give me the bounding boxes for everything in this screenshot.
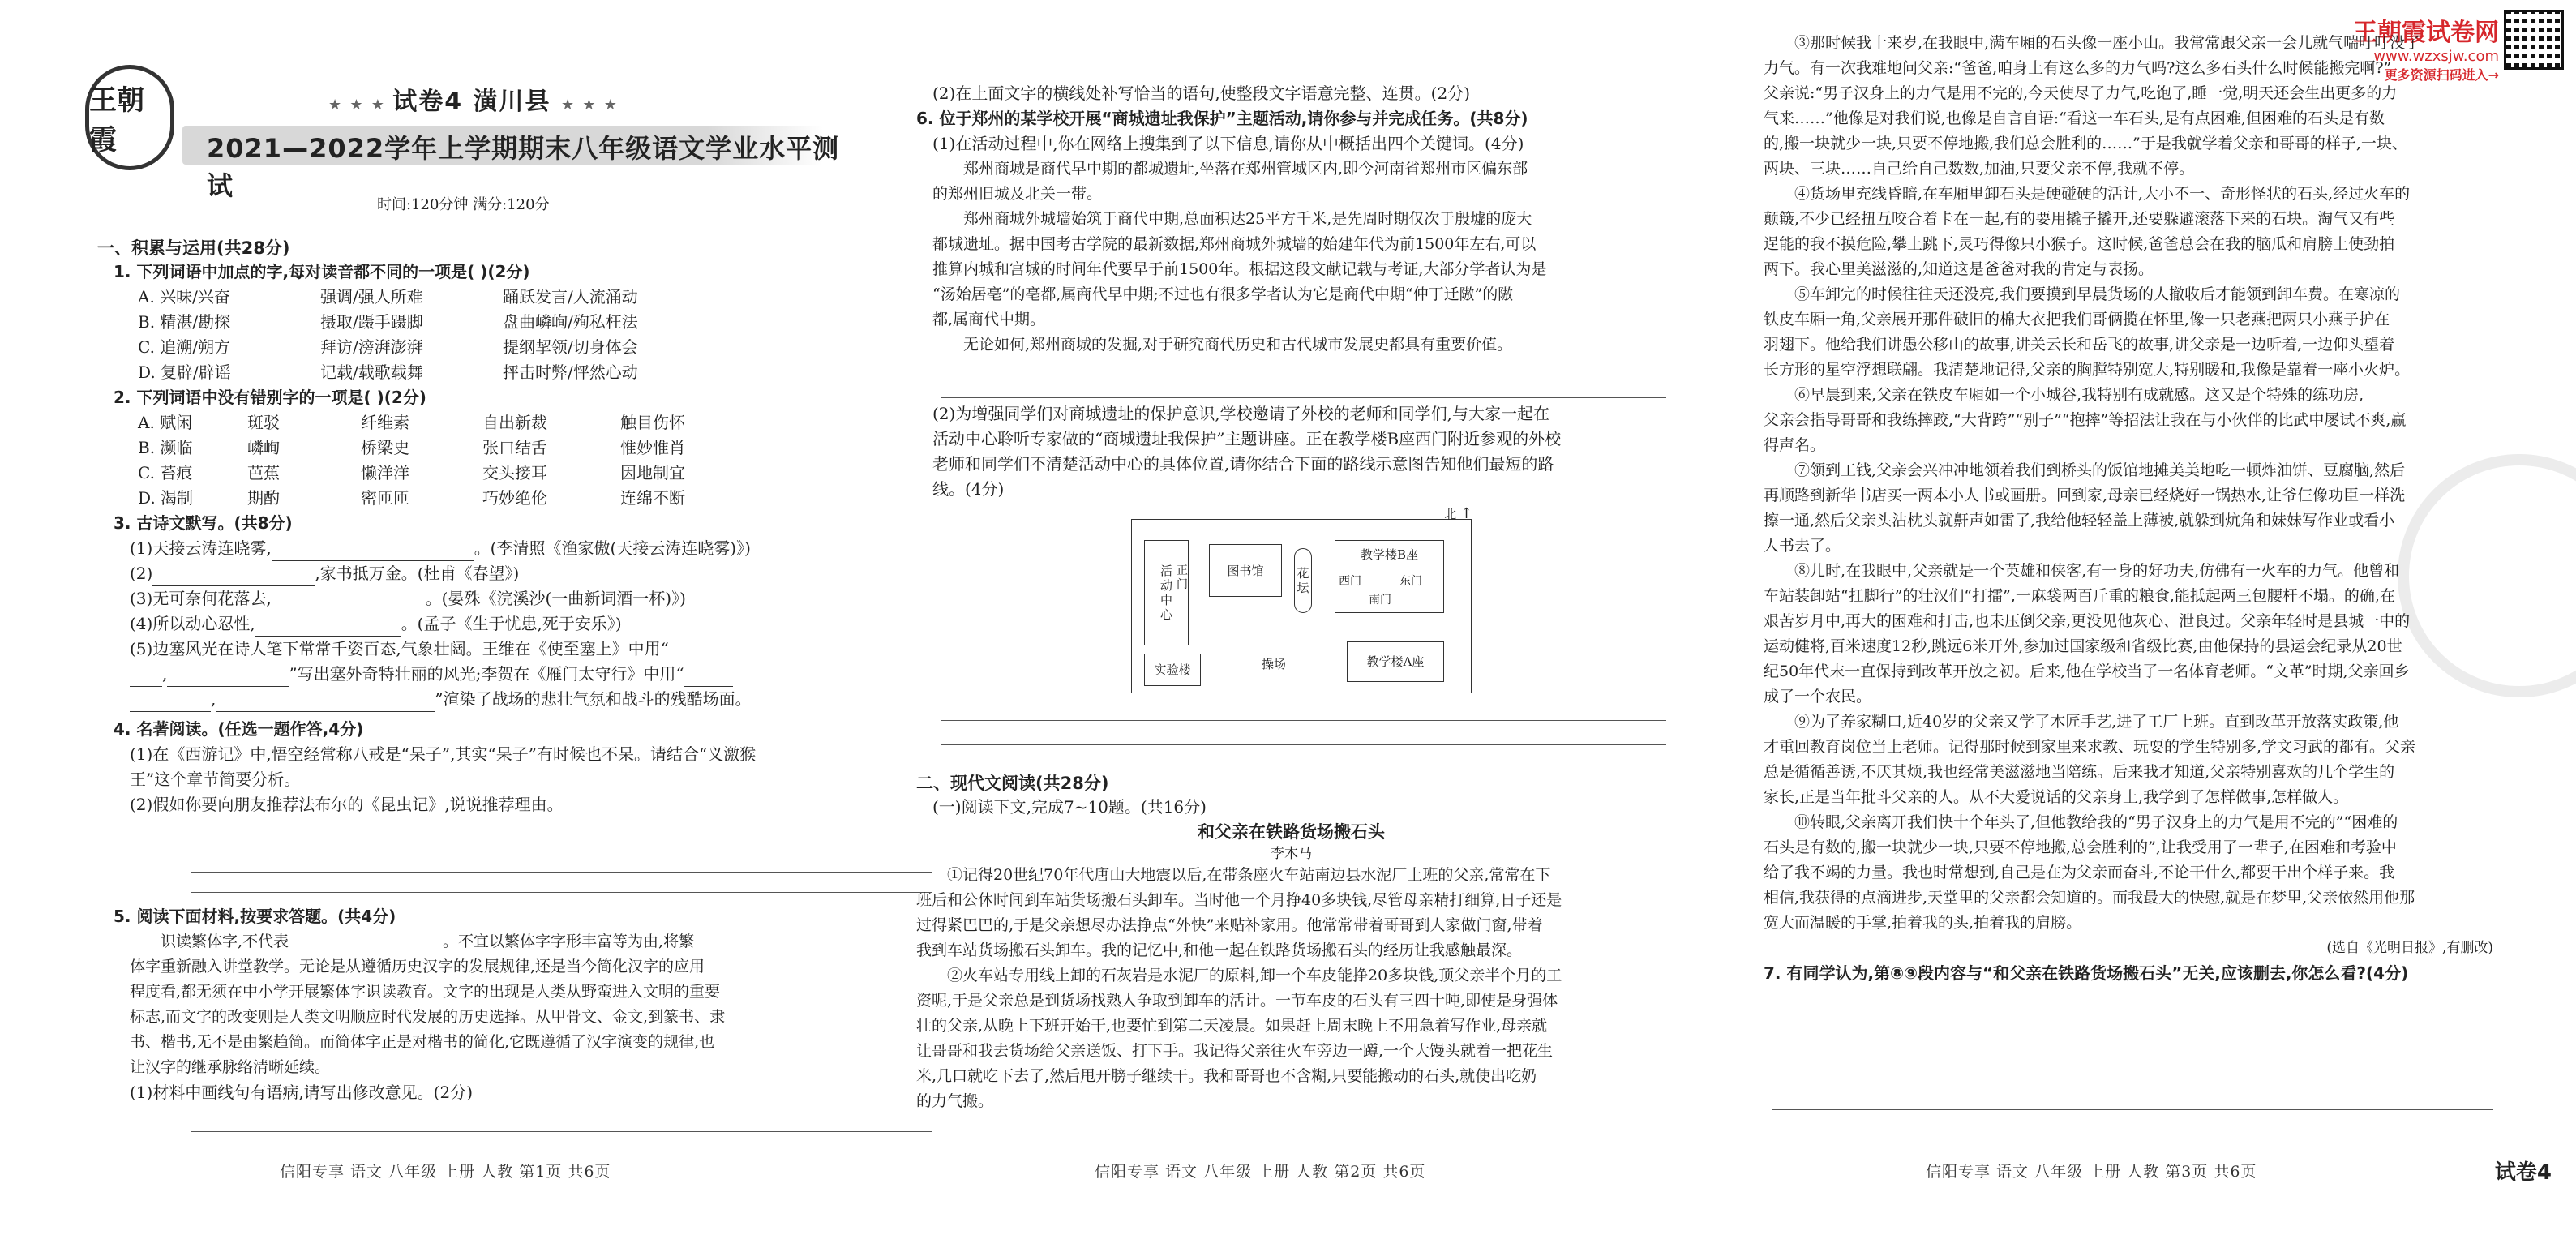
q6-answer-line-3[interactable]: [941, 744, 1666, 745]
text-line: 郑州商城是商代早中期的都城遗址,坐落在郑州管城区内,即今河南省郑州市区偏东部: [963, 160, 1528, 178]
q5-block: [97, 904, 851, 1105]
q3-line-2: [97, 561, 851, 586]
q3-line-4-text: (4)所以动心忍性,: [130, 614, 255, 633]
q1-option-cell: 拜访/滂湃澎湃: [320, 337, 423, 357]
footer-page-3: 信阳专享 语文 八年级 上册 人教 第3页 共6页: [1926, 1163, 2257, 1181]
q2-option-cell: 期酌: [247, 488, 280, 508]
article-paragraph-3: [1764, 31, 2493, 182]
q2-option-row[interactable]: [97, 486, 851, 511]
q2-option-row[interactable]: [97, 435, 851, 461]
article-continued: [1764, 31, 2493, 986]
q2-option-row[interactable]: [97, 461, 851, 486]
text-line: 都,属商代中期。: [932, 311, 1046, 328]
q3-source-4: 。(孟子《生于忧患,死于安乐》): [401, 614, 622, 633]
text-line: 才重回教育岗位当上老师。记得那时候到家里来求教、玩耍的学生特别多,学文习武的都有。父亲: [1764, 738, 2416, 756]
q6-sub-2-line-2: 活动中心聆听专家做的“商城遗址我保护”主题讲座。正在教学楼B座西门附近参观的外校: [932, 429, 1562, 448]
q2-option-row[interactable]: [97, 410, 851, 435]
section-1: [97, 235, 851, 817]
q1-options: [97, 285, 851, 385]
q1-option-row[interactable]: [97, 360, 851, 385]
text-line: 郑州商城外城墙始筑于商代中期,总面积达25平方千米,是先周时期仅次于殷墟的庞大: [963, 210, 1532, 228]
text-line: 羽翅下。他给我们讲愚公移山的故事,讲关云长和岳飞的故事,讲父亲是一边听着,一边仰头望着: [1764, 336, 2395, 354]
q4-line-3: (2)假如你要向朋友推荐法布尔的《昆虫记》,说说推荐理由。: [130, 795, 564, 814]
text-line: 无论如何,郑州商城的发掘,对于研究商代历史和古代城市发展史都具有重要价值。: [963, 336, 1513, 354]
stars-right-icon: ★ ★ ★: [561, 96, 619, 114]
text-line: 再顺路到新华书店买一两本小人书或画册。回到家,母亲已经烧好一锅热水,让爷仨像功臣一样洗: [1764, 487, 2406, 504]
text-line: 的,搬一块就少一块,只要不停地搬,我们总会胜利的……”于是我就学着父亲和哥哥的样子,一块、: [1764, 135, 2407, 152]
text-line: 我到车站货场搬石头卸车。我的记忆中,和他一起在铁路货场搬石头的经历让我感触最深。: [916, 941, 1523, 959]
article-paragraph-9: [1764, 710, 2493, 810]
paper-tag-text: 试卷4 潢川县: [392, 88, 551, 116]
q6-sub-1: (1)在活动过程中,你在网络上搜集到了以下信息,请你从中概括出四个关键词。(4分): [932, 134, 1524, 153]
exam-time: 时间:120分钟 满分:120分: [377, 196, 550, 213]
text-line: 班后和公休时间到车站货场搬石头卸车。当时他一个月挣40多块钱,尽管母亲精打细算,日子还是: [916, 891, 1562, 909]
q5-blank[interactable]: [289, 935, 443, 954]
q3-line-2-text: ,家书抵万金。(杜甫《春望》): [315, 564, 520, 583]
paper-tag: [328, 81, 619, 117]
brand-tagline: 更多资源扫码进入→: [2384, 67, 2499, 83]
q2-option-cell: 自出新裁: [482, 413, 547, 432]
map-north-label: [1444, 505, 1472, 522]
text-line: 家长,正是当年批斗父亲的人。从不大爱说话的父亲身上,我学到了怎样做事,怎样做人。: [1764, 788, 2349, 806]
q2-options: [97, 410, 851, 511]
q3-blank-2[interactable]: [152, 567, 315, 586]
text-line: 米,几口就吃下去了,然后甩开膀子继续干。我和哥哥也不含糊,只要能搬动的石头,就使出吃奶: [916, 1067, 1537, 1085]
text-line: 成了一个农民。: [1764, 688, 1872, 705]
q3-line-6: , ”写出塞外奇特壮丽的风光;李贺在《雁门太守行》中用“: [97, 662, 851, 687]
q2-option-cell: 因地制宜: [620, 463, 685, 482]
exam-title: 2021—2022学年上学期期末八年级语文学业水平测试: [207, 133, 840, 201]
q1-option-row[interactable]: [97, 285, 851, 310]
garden: 花坛: [1294, 548, 1312, 613]
article-source: (选自《光明日报》,有删改): [2326, 940, 2493, 956]
text-line: 父亲会指导哥哥和我练摔跤,“大背跨”“别子”“抱摔”等招法让我在与小伙伴的比武中屡试不爽,赢: [1764, 411, 2407, 429]
q6-part-2: [932, 401, 1666, 502]
page-1: [85, 0, 851, 1235]
q1-option-row[interactable]: [97, 310, 851, 335]
q2-option-cell: 连绵不断: [620, 488, 685, 508]
q2-option-cell: 交头接耳: [482, 463, 547, 482]
q2-option-cell: 触目伤怀: [620, 413, 685, 432]
q1-option-cell: D. 复辟/辟谣: [138, 362, 231, 382]
q3-blank-7[interactable]: [684, 667, 733, 687]
article-paragraph-8: [1764, 559, 2493, 710]
q4-answer-line-1[interactable]: [191, 872, 932, 873]
building-a: 教学楼A座: [1347, 641, 1444, 682]
logo-badge: [85, 65, 174, 170]
q5-answer-line[interactable]: [191, 1131, 932, 1132]
text-line: 运动健将,百米速度12秒,跳远6米开外,参加过国家级和省级比赛,由他保持的县运会纪录从20世: [1764, 637, 2402, 655]
article-paragraph-1: [916, 863, 1666, 963]
text-line: 过得紧巴巴的,于是父亲想尽办法挣点“外快”来贴补家用。他常常带着哥哥到人家做门窗,带着: [916, 916, 1543, 934]
q3-blank-3[interactable]: [272, 592, 426, 611]
article-title: 和父亲在铁路货场搬石头: [1198, 822, 1385, 842]
building-b-south-gate: 南门: [1369, 594, 1391, 607]
text-line: 逞能的我不摸危险,攀上跳下,灵巧得像只小猴子。这时候,爸爸总会在我的脑瓜和肩膀上使劲拍: [1764, 235, 2395, 253]
text-line: 力气。有一次我难地问父亲:“爸爸,咱身上有这么多的力气吗?这么多石头什么时候能搬完啊?”: [1764, 59, 2392, 77]
text-line: 让哥哥和我去货场给父亲送饭、打下手。我记得父亲往火车旁边一蹲,一个大馒头就着一把花生: [916, 1042, 1554, 1060]
q2-option-cell: 惟妙惟肖: [620, 438, 685, 457]
q3-blank-6[interactable]: [167, 667, 289, 687]
lab-building: 实验楼: [1144, 654, 1201, 686]
q5-text-line-3: 程度看,都无须在中小学开展繁体字识读教育。文字的出现是人类从野蛮进入文明的重要: [130, 983, 721, 1001]
q2-option-cell: 懒洋洋: [361, 463, 409, 482]
activity-gate-label: 正门: [1177, 564, 1188, 591]
q5-text-line-2: 体字重新融入讲堂教学。无论是从遵循历史汉字的发展规律,还是当今简化汉字的应用: [130, 958, 705, 976]
text-line: ⑨为了养家糊口,近40岁的父亲又学了木匠手艺,进了工厂上班。直到改革开放落实政策,他: [1794, 713, 2399, 731]
q6-sub-2-line-4: 线。(4分): [932, 479, 1005, 499]
brand-name: 王朝霞试卷网: [2353, 19, 2499, 47]
text-line: 颠簸,不少已经扭互咬合着卡在一起,有的要用撬子撬开,还要躲避滚落下来的石块。淘气又有些: [1764, 210, 2395, 228]
q1-option-cell: A. 兴味/兴奋: [138, 287, 230, 307]
text-line: 纪50年代末一直保持到改革开放之初。后来,他在学校当了一名体育老师。“文革”时期,父亲回乡: [1764, 663, 2410, 680]
text-line: 父亲说:“男子汉身上的力气是用不完的,今天使尽了力气,吃饱了,睡一觉,明天还会生出更多的力: [1764, 84, 2398, 102]
q1-option-cell: 提纲挈领/切身体会: [503, 337, 638, 357]
text-line: 宽大而温暖的手掌,拍着我的头,拍着我的肩膀。: [1764, 914, 2082, 932]
footer-page-2: 信阳专享 语文 八年级 上册 人教 第2页 共6页: [1095, 1163, 1426, 1181]
q3-line-7-text: ”渲染了战场的悲壮气氛和战斗的残酷场面。: [435, 689, 752, 709]
col2-top: [916, 81, 1666, 358]
q1-option-cell: 摄取/蹑手蹑脚: [320, 312, 423, 332]
q3-blank-1[interactable]: [272, 542, 474, 561]
building-b-east-gate: 东门: [1399, 575, 1422, 588]
q3-source-3: 。(晏殊《浣溪沙(一曲新词酒一杯)》): [425, 589, 686, 608]
text-line: 得声名。: [1764, 436, 1826, 454]
q3-line-5: (5)边塞风光在诗人笔下常常千姿百态,气象壮阔。王维在《使至塞上》中用“: [130, 639, 669, 658]
q3-blank-5[interactable]: [130, 667, 162, 687]
text-line: ⑦领到工钱,父亲会兴冲冲地领着我们到桥头的饭馆地摊美美地吃一顿炸油饼、豆腐脑,然后: [1794, 461, 2406, 479]
text-line: 壮的父亲,从晚上下班开始干,也要忙到第二天凌晨。如果赶上周末晚上不用急着写作业,母亲就: [916, 1017, 1548, 1035]
q5-stem: 5. 阅读下面材料,按要求答题。(共4分): [114, 907, 396, 926]
text-line: 给了我不竭的力量。我也时常想到,自己是在为父亲而奋斗,不论干什么,都要干出个样子来。我: [1764, 864, 2395, 881]
q2-option-cell: 张口结舌: [482, 438, 547, 457]
q6-material: [916, 157, 1666, 358]
activity-center: [1144, 540, 1189, 645]
text-line: ⑤车卸完的时候往往天还没亮,我们要摸到早晨货场的人撤收后才能领到卸车费。在寒凉的: [1794, 285, 2401, 303]
q7-stem: 7. 有同学认为,第⑧⑨段内容与“和父亲在铁路货场搬石头”无关,应该删去,你怎么看?(4分): [1764, 963, 2409, 983]
q6-stem: 6. 位于郑州的某学校开展“商城遗址我保护”主题活动,请你参与并完成任务。(共8分): [916, 109, 1528, 128]
text-line: 两下。我心里美滋滋的,知道这是爸爸对我的肯定与表扬。: [1764, 260, 2154, 278]
q2-option-cell: 桥梁史: [361, 438, 409, 457]
q3-line-6-text: ”写出塞外奇特壮丽的风光;李贺在《雁门太守行》中用“: [289, 664, 684, 684]
text-line: ⑧儿时,在我眼中,父亲就是一个英雄和侠客,有一身的好功夫,仿佛有一火车的力气。他曾和: [1794, 562, 2400, 580]
library: 图书馆: [1209, 544, 1282, 597]
q5-sub-2: (2)在上面文字的横线处补写恰当的语句,使整段文字语意完整、连贯。(2分): [932, 84, 1471, 103]
q1-stem: 1. 下列词语中加点的字,每对读音都不同的一项是( )(2分): [114, 262, 530, 281]
q2-option-cell: 密匝匝: [361, 488, 409, 508]
building-b-label: 教学楼B座: [1360, 547, 1419, 562]
section-2: [916, 770, 1666, 1114]
qr-code-icon[interactable]: [2504, 10, 2564, 70]
q6-sub-2-line-3: 老师和同学们不清楚活动中心的具体位置,请你结合下面的路线示意图告知他们最短的路: [932, 454, 1554, 474]
north-text: 北: [1444, 507, 1457, 521]
q3-blank-9[interactable]: [216, 693, 435, 712]
q3-source-1: 。(李清照《渔家傲(天接云涛连晓雾)》): [474, 538, 751, 558]
q3-line-1: [97, 536, 851, 561]
sub-reading-1: (一)阅读下文,完成7~10题。(共16分): [932, 797, 1207, 817]
text-line: 长方形的星空浮想联翩。我清楚地记得,父亲的胸膛特别宽大,特别暖和,我像是靠着一座小火炉。: [1764, 361, 2411, 379]
q5-sub-1: (1)材料中画线句有语病,请写出修改意见。(2分): [130, 1083, 474, 1102]
article-paragraph-6: [1764, 383, 2493, 458]
text-line: 推算内城和宫城的时间年代要早于前1500年。根据这段文献记载与考证,大部分学者认为是: [932, 260, 1547, 278]
q3-line-3-text: (3)无可奈何花落去,: [130, 589, 272, 608]
q2-option-cell: D. 渴制: [138, 488, 194, 508]
q5-text-line-5: 书、楷书,无不是由繁趋简。而简体字正是对楷书的简化,它既遵循了汉字演变的规律,也: [130, 1033, 715, 1051]
text-line: 人书去了。: [1764, 537, 1841, 555]
q3-stem: 3. 古诗文默写。(共8分): [114, 513, 293, 533]
logo-text: 王朝霞: [89, 84, 144, 157]
q6-sub-2-line-1: (2)为增强同学们对商城遗址的保护意识,学校邀请了外校的老师和同学们,与大家一起在: [932, 404, 1550, 423]
north-arrow-icon: ↑: [1459, 505, 1472, 522]
section-2-title: 二、现代文阅读(共28分): [916, 774, 1109, 793]
route-map: [1131, 505, 1472, 693]
footer-page-1: 信阳专享 语文 八年级 上册 人教 第1页 共6页: [280, 1163, 611, 1181]
text-line: 的郑州旧城及北关一带。: [932, 185, 1103, 203]
text-line: 铁皮车厢一角,父亲展开那件破旧的棉大衣把我们哥俩揽在怀里,像一只老燕把两只小燕子护在: [1764, 311, 2390, 328]
q6-answer-line-1[interactable]: [941, 397, 1666, 398]
text-line: ①记得20世纪70年代唐山大地震以后,在带条座火车站南边县水泥厂上班的父亲,常常在下: [947, 866, 1551, 884]
section-1-title: 一、积累与运用(共28分): [97, 238, 290, 258]
q5-text-1a: 识读繁体字,不代表: [161, 933, 289, 950]
brand-url[interactable]: www.wzxsjw.com: [2373, 48, 2499, 65]
q4-line-2: 王”这个章节简要分析。: [130, 770, 301, 789]
q1-option-cell: C. 追溯/朔方: [138, 337, 231, 357]
text-line: 的力气搬。: [916, 1092, 994, 1110]
building-b-west-gate: 西门: [1339, 575, 1361, 588]
q1-option-cell: B. 精湛/勘探: [138, 312, 231, 332]
text-line: ⑥早晨到来,父亲在铁皮车厢如一个小城谷,我特别有成就感。这又是个特殊的练功房,: [1794, 386, 2364, 404]
text-line: 两块、三块……自己给自己数数,加油,只要父亲不停,我就不停。: [1764, 160, 2195, 178]
q5-text-line-1: [97, 929, 851, 954]
text-line: 车站装卸站“扛脚行”的壮汉们“打擂”,一麻袋两百斤重的粮食,能抵起两三包腰杆不塌。的确,在: [1764, 587, 2395, 605]
q7-answer-line-1[interactable]: [1772, 1109, 2493, 1110]
article-paragraph-5: [1764, 282, 2493, 383]
q3-line-3: [97, 586, 851, 611]
q3-line-4: [97, 611, 851, 637]
q3-line-1-text: (1)天接云涛连晓雾,: [130, 538, 272, 558]
q2-option-cell: 纤维素: [361, 413, 409, 432]
q1-option-cell: 盘曲嶙峋/殉私枉法: [503, 312, 638, 332]
q2-option-cell: B. 濒临: [138, 438, 193, 457]
text-line: 擦一通,然后父亲头沾枕头就鼾声如雷了,我给他轻轻盖上薄被,就躲到炕角和妹妹写作业或看小: [1764, 512, 2395, 530]
q1-option-cell: 抨击时弊/怦然心动: [503, 362, 638, 382]
q2-option-cell: A. 赋闲: [138, 413, 193, 432]
text-line: ③那时候我十来岁,在我眼中,满车厢的石头像一座小山。我常常跟父亲一会儿就气喘吁吁没了: [1794, 34, 2421, 52]
q5-text-1b: 。不宜以繁体字字形丰富等为由,将繁: [443, 933, 695, 950]
text-line: ④货场里充线昏暗,在车厢里卸石头是硬碰硬的活计,大小不一、奇形怪状的石头,经过火车的: [1794, 185, 2411, 203]
text-line: 气来……”他像是对我们说,也像是自言自语:“看这一车石头,是有点困难,但困难的石头是有数: [1764, 109, 2385, 127]
q1-option-row[interactable]: [97, 335, 851, 360]
q3-line-2-prefix: (2): [130, 564, 153, 583]
text-line: 总是循循善诱,不厌其烦,我也经常美滋滋地当陪练。后来我才知道,父亲特别喜欢的几个学生的: [1764, 763, 2395, 781]
text-line: ⑩转眼,父亲离开我们快十个年头了,但他教给我的“男子汉身上的力气是用不完的”“困难的: [1794, 813, 2398, 831]
activity-center-label: 活动中心: [1159, 564, 1172, 622]
q2-option-cell: 斑驳: [247, 413, 280, 432]
q2-option-cell: 嶙峋: [247, 438, 280, 457]
page-3: [1764, 0, 2493, 1235]
stars-left-icon: ★ ★ ★: [328, 96, 393, 114]
q2-option-cell: 巧妙绝伦: [482, 488, 547, 508]
text-line: 石头是有数的,搬一块就少一块,只要不停地搬,总会胜利的”,让我受用了一辈子,在困难和考验中: [1764, 838, 2397, 856]
q3-blank-8[interactable]: [130, 693, 211, 712]
text-line: 相信,我获得的点滴进步,天堂里的父亲都会知道的。而我最大的快慰,就是在梦里,父亲依然用他那: [1764, 889, 2415, 907]
q4-line-1: (1)在《西游记》中,悟空经常称八戒是“呆子”,其实“呆子”有时候也不呆。请结合“义激猴: [130, 744, 757, 764]
playground: 操场: [1213, 641, 1335, 686]
article-paragraph-7: [1764, 458, 2493, 559]
q4-answer-line-2[interactable]: [191, 892, 932, 893]
q2-stem: 2. 下列词语中没有错别字的一项是( )(2分): [114, 388, 426, 407]
q3-line-7: , ”渲染了战场的悲壮气氛和战斗的残酷场面。: [97, 687, 851, 712]
article-paragraph-4: [1764, 182, 2493, 282]
page-mark: 试卷4: [2494, 1160, 2552, 1185]
q1-option-cell: 踊跃发言/人流涌动: [503, 287, 638, 307]
q5-text-line-6: 让汉字的继承脉络清晰延续。: [130, 1058, 331, 1076]
article-author: 李木马: [1271, 846, 1312, 862]
article-paragraph-2: [916, 963, 1666, 1114]
q1-option-cell: 强调/强人所难: [320, 287, 423, 307]
q4-stem: 4. 名著阅读。(任选一题作答,4分): [114, 719, 364, 739]
text-line: 艰苦岁月中,再大的困难和打击,也未压倒父亲,更没见他灰心、泄良过。父亲年轻时是县城一中的: [1764, 612, 2411, 630]
q2-option-cell: C. 苔痕: [138, 463, 193, 482]
q5-text-line-4: 标志,而文字的改变则是人类文明顺应时代发展的历史选择。从甲骨文、金文,到篆书、隶: [130, 1008, 726, 1026]
q1-option-cell: 记载/载歌载舞: [320, 362, 423, 382]
text-line: “汤始居亳”的亳都,属商代早中期;不过也有很多学者认为它是商代中期“仲丁迁隞”的隞: [932, 285, 1514, 303]
text-line: 都城遗址。据中国考古学院的最新数据,郑州商城外城墙的始建年代为前1500年左右,可以: [932, 235, 1537, 253]
q3-blank-4[interactable]: [255, 617, 401, 637]
article-paragraph-10: [1764, 810, 2493, 936]
text-line: ②火车站专用线上卸的石灰岩是水泥厂的原料,卸一个车皮能挣20多块钱,顶父亲半个月的工: [947, 967, 1562, 984]
q2-option-cell: 芭蕉: [247, 463, 280, 482]
text-line: 资呢,于是父亲总是到货场找熟人争取到卸车的活计。一节车皮的石头有三四十吨,即使是身强体: [916, 992, 1558, 1010]
q6-answer-line-2[interactable]: [941, 720, 1666, 721]
